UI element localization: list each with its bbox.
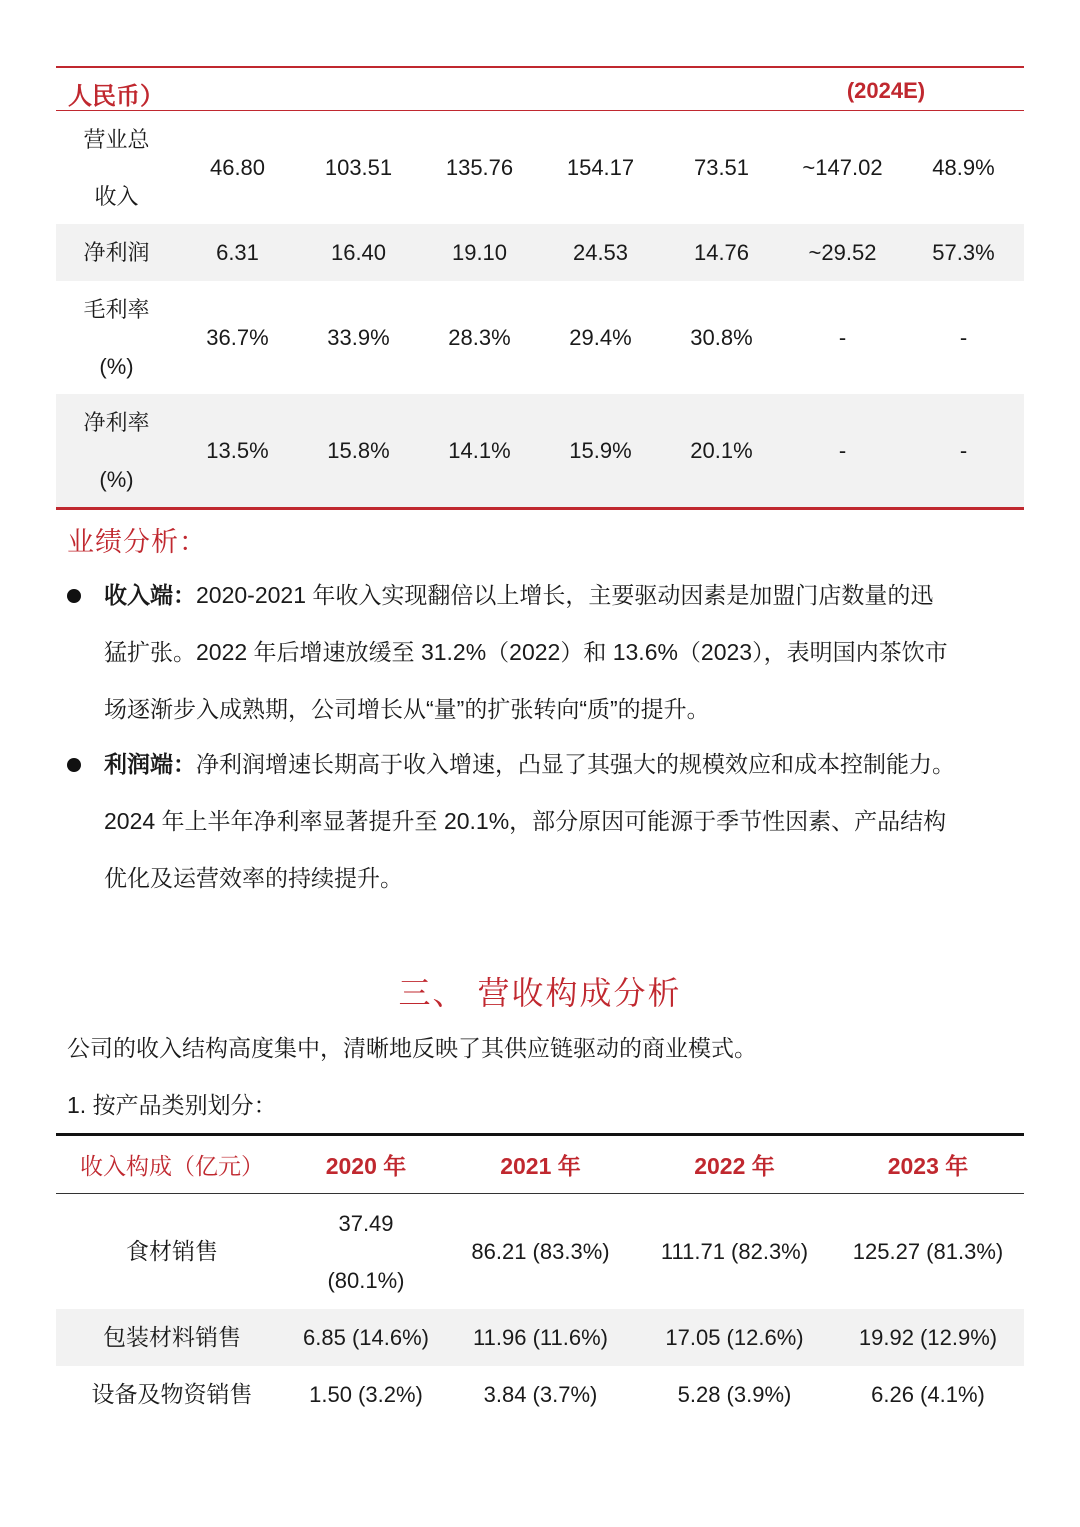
header-2024e: (2024E) [846,78,926,103]
cell: 135.76 [445,155,514,180]
bullet-revenue [67,567,1017,738]
cell: 20.1% [690,438,753,463]
table-row [56,1194,1024,1309]
cell: 5.28 (3.9%) [677,1382,792,1407]
table-row-net-profit [56,224,1024,281]
header-cell: 2021 年 [500,1153,581,1179]
cell: 125.27 (81.3%) [852,1239,1004,1264]
header-cell: 2023 年 [887,1153,969,1179]
cell: 19.10 [451,240,508,265]
financial-table [56,66,1024,510]
cell: 6.31 [216,240,259,265]
cell: 36.7% [206,325,269,350]
cell: 33.9% [327,325,390,350]
table-row-revenue [56,111,1024,224]
row-label: 毛利率 (%) [83,296,150,379]
table-bottom-rule [56,507,1024,510]
row-label: 净利润 [83,240,150,265]
cell: - [838,325,847,350]
cell: 16.40 [330,240,387,265]
cell: ~29.52 [808,240,877,265]
bullet-text: 利润端：净利润增速长期高于收入增速，凸显了其强大的规模效应和成本控制能力。 2024 年上半年净利率显著提升至 20.1%，部分原因可能源于季节性因素、产品结构 优化及运营效率的持续提升。 [104,751,955,891]
bullet-text: 收入端：2020-2021 年收入实现翻倍以上增长，主要驱动因素是加盟门店数量的迅 猛扩张。2022 年后增速放缓至 31.2%（2022）和 13.6%（2023），表明国内茶饮市 场逐渐步入成熟期，公司增长从“量”的扩张转向“质”的提升。 [104,582,948,722]
bullet-dot-icon [67,589,81,603]
section-title: 三、 营收构成分析 [398,975,682,1011]
table-header-row [56,1136,1024,1194]
cell: 48.9% [932,155,995,180]
cell: 29.4% [569,325,632,350]
table-row-net-margin [56,394,1024,507]
table-row [56,1366,1024,1423]
header-cell: 2020 年 [325,1153,407,1179]
cell: 46.80 [209,155,266,180]
cell: 13.5% [206,438,269,463]
cell: 1.50 (3.2%) [309,1382,423,1407]
cell: 73.51 [693,155,750,180]
subsection-heading: 1. 按产品类别划分： [67,1092,277,1118]
section-intro: 公司的收入结构高度集中，清晰地反映了其供应链驱动的商业模式。 [67,1035,757,1061]
cell: 103.51 [324,155,393,180]
cell: - [959,325,968,350]
cell: 14.1% [448,438,511,463]
cell: 19.92 (12.9%) [858,1325,998,1350]
table-header-row [56,68,1024,111]
cell: 28.3% [448,325,511,350]
row-label: 食材销售 [126,1238,218,1264]
analysis-heading: 业绩分析： [67,527,207,557]
cell: 17.05 (12.6%) [665,1325,804,1350]
bullet-profit [67,736,1017,907]
row-label: 营业总 收入 [83,126,150,209]
bullet-dot-icon [67,758,81,772]
row-label: 设备及物资销售 [91,1381,253,1407]
cell: - [838,438,847,463]
row-label: 净利率 (%) [83,409,150,492]
cell: 154.17 [566,155,635,180]
cell: 37.49 (80.1%) [327,1210,405,1293]
cell: 14.76 [693,240,750,265]
cell: 3.84 (3.7%) [483,1382,598,1407]
cell: 57.3% [932,240,995,265]
cell: 24.53 [572,240,629,265]
cell: 86.21 (83.3%) [471,1239,610,1264]
cell: ~147.02 [802,155,883,180]
header-cell: 收入构成（亿元） [80,1153,264,1179]
cell: 11.96 (11.6%) [473,1325,608,1350]
cell: 15.9% [569,438,632,463]
header-cell: 2022 年 [694,1153,775,1179]
cell: 15.8% [327,438,390,463]
cell: - [959,438,968,463]
cell: 111.71 (82.3%) [660,1239,809,1264]
header-currency: 人民币） [68,83,164,110]
table-row [56,1309,1024,1366]
row-label: 包装材料销售 [103,1324,241,1350]
cell: 30.8% [690,325,753,350]
revenue-table [56,1133,1024,1423]
cell: 6.26 (4.1%) [871,1382,985,1407]
table-row-gross-margin [56,281,1024,394]
cell: 6.85 (14.6%) [303,1325,429,1350]
